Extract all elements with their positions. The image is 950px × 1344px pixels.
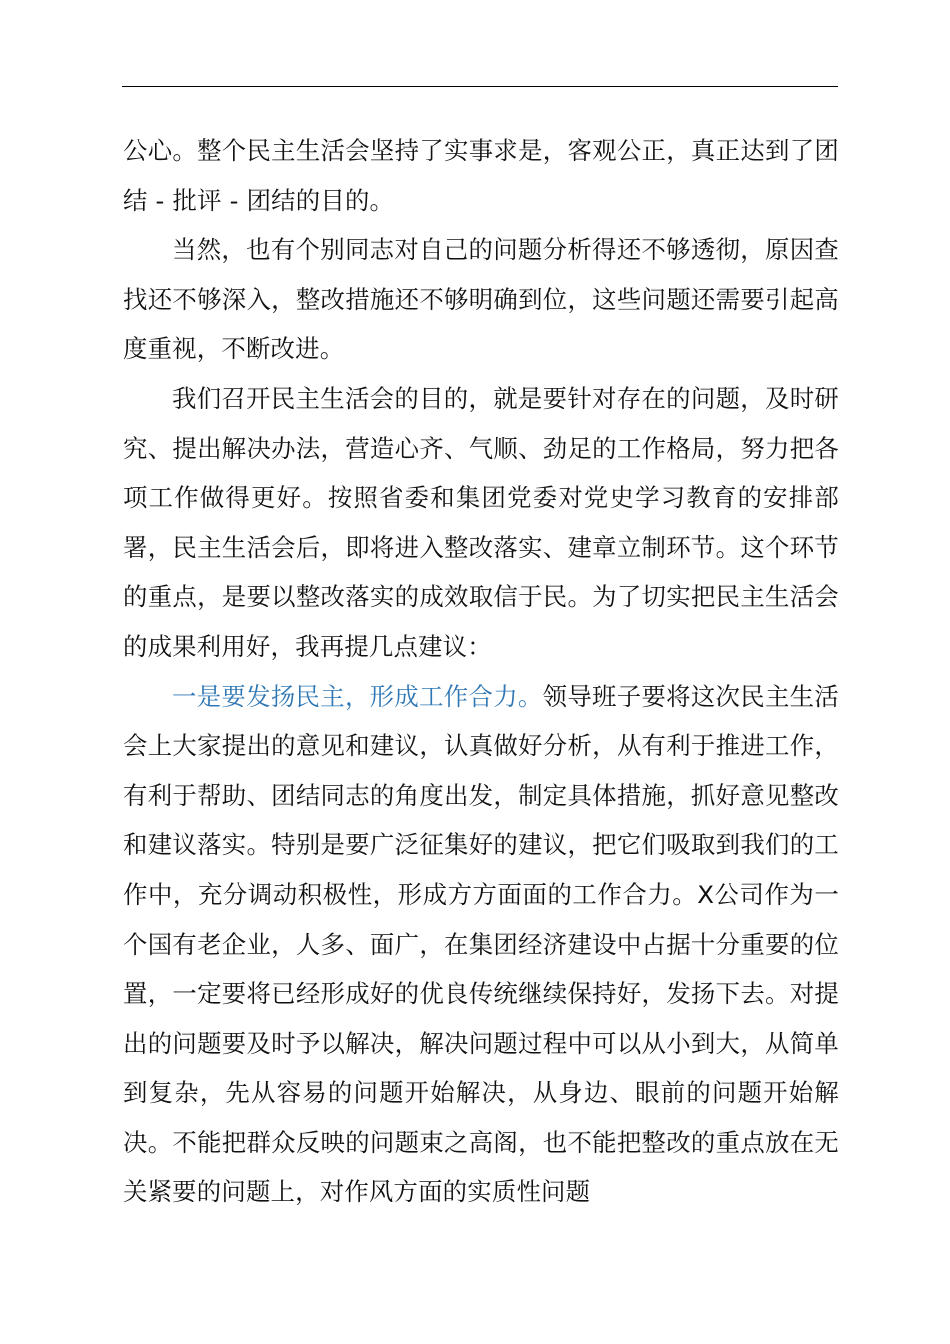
paragraph-continuation: 公心。整个民主生活会坚持了实事求是，客观公正，真正达到了团结 - 批评 - 团结的目的。 [123,136,839,215]
suggestion-one-heading: 一是要发扬民主，形成工作合力。 [172,681,543,711]
paragraph-suggestion-one [123,672,839,1218]
header-rule [122,86,838,87]
suggestion-one-body: 领导班子要将这次民主生活会上大家提出的意见和建议，认真做好分析，从有利于推进工作，有利于帮助、团结同志的角度出发，制定具体措施，抓好意见整改和建议落实。特别是要广泛征集好的建议，把它们吸取到我们的工作中，充分调动积极性，形成方方面面的工作合力。X公司作为一个国有老企业，人多、面广，在集团经济建设中占据十分重要的位置，一定要将已经形成好的优良传统继续保持好，发扬下去。对提出的问题要及时予以解决，解决问题过程中可以从小到大，从简单到复杂，先从容易的问题开始解决，从身边、眼前的问题开始解决。不能把群众反映的问题束之高阁，也不能把整改的重点放在无关紧要的问题上，对作风方面的实质性问题 [123,681,839,1207]
paragraph-shortcomings: 当然，也有个别同志对自己的问题分析得还不够透彻，原因查找还不够深入，整改措施还不够明确到位，这些问题还需要引起高度重视，不断改进。 [123,235,839,364]
paragraph-purpose: 我们召开民主生活会的目的，就是要针对存在的问题，及时研究、提出解决办法，营造心齐、气顺、劲足的工作格局，努力把各项工作做得更好。按照省委和集团党委对党史学习教育的安排部署，民主生活会后，即将进入整改落实、建章立制环节。这个环节的重点，是要以整改落实的成效取信于民。为了切实把民主生活会的成果利用好，我再提几点建议： [123,383,839,661]
document-body [123,126,839,1217]
